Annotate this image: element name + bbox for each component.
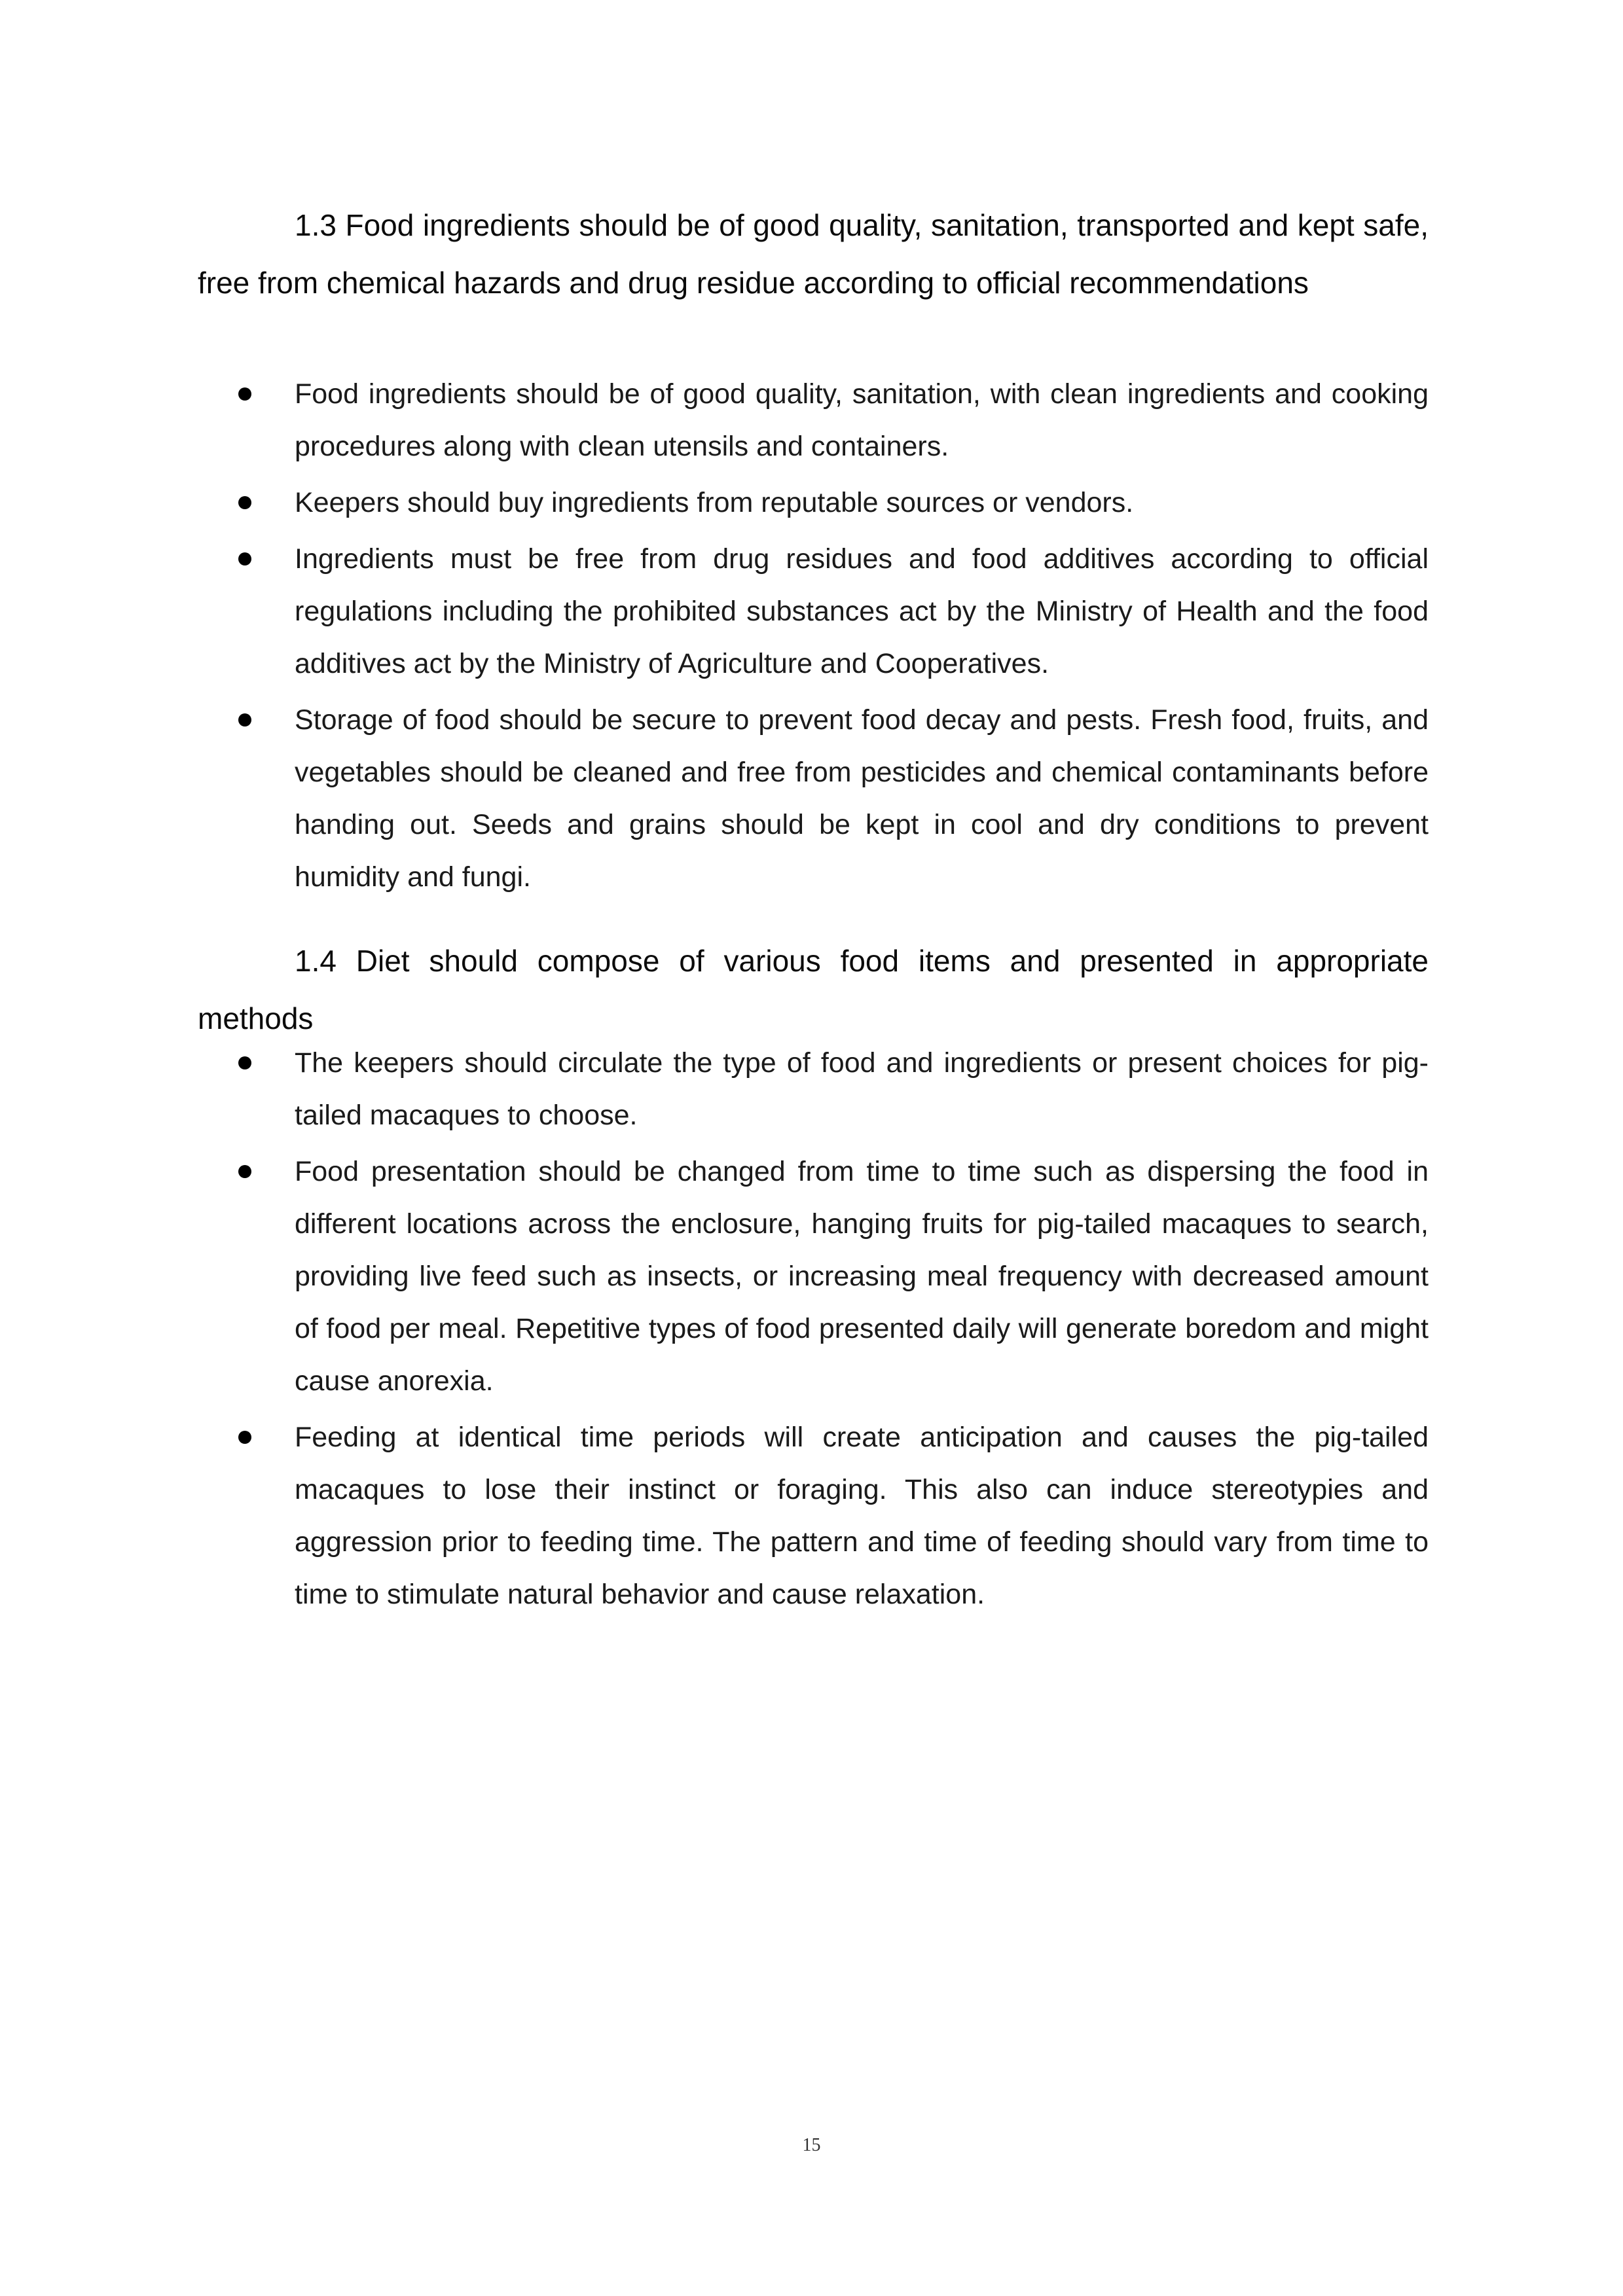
bullet-icon [238, 552, 251, 565]
list-item-text: Feeding at identical time periods will create anticipation and causes the pig-tailed macaques to lose their instinct or foraging. This also can induce stereotypies and aggression prior to feeding time. The pattern and time of feeding should vary from time to time to stimulate natural behavior and cause relaxation. [295, 1422, 1429, 1610]
list-item-text: Storage of food should be secure to prevent food decay and pests. Fresh food, fruits, and vegetables should be cleaned and free from pesticides and chemical contaminants before handing out. Seeds and grains should be kept in cool and dry conditions to prevent humidity and fungi. [295, 704, 1429, 893]
bullet-icon [238, 496, 251, 509]
list-item-text: Keepers should buy ingredients from reputable sources or vendors. [295, 487, 1134, 518]
bullet-icon [238, 1165, 251, 1178]
section-heading-1-4: 1.4 Diet should compose of various food items and presented in appropriate methods [198, 944, 1429, 1035]
page-number: 15 [802, 2135, 821, 2155]
list-item-text: Ingredients must be free from drug residues and food additives according to official regulations including the prohibited substances act by the Ministry of Health and the food additives act by the Ministry of Agriculture and Cooperatives. [295, 543, 1429, 679]
section-heading-1-3: 1.3 Food ingredients should be of good quality, sanitation, transported and kept safe, free from chemical hazards and drug residue according to official recommendations [198, 208, 1429, 300]
bullet-icon [238, 1431, 251, 1444]
list-item-text: Food ingredients should be of good quality, sanitation, with clean ingredients and cooking procedures along with clean utensils and containers. [295, 378, 1429, 462]
bullet-icon [238, 1056, 251, 1069]
bullet-list-1-3 [198, 368, 1429, 907]
list-item [198, 1145, 1429, 1407]
bullet-icon [238, 387, 251, 401]
list-item [198, 476, 1429, 529]
list-item [198, 368, 1429, 473]
bullet-list-1-4 [198, 1037, 1429, 1624]
list-item [198, 694, 1429, 903]
bullet-icon [238, 713, 251, 726]
list-item [198, 1411, 1429, 1621]
list-item [198, 533, 1429, 690]
list-item-text: The keepers should circulate the type of food and ingredients or present choices for pig-tailed macaques to choose. [295, 1047, 1429, 1131]
list-item-text: Food presentation should be changed from time to time such as dispersing the food in different locations across the enclosure, hanging fruits for pig-tailed macaques to search, providing live feed such as insects, or increasing meal frequency with decreased amount of food per meal. Repetitive types of food presented daily will generate boredom and might cause anorexia. [295, 1156, 1429, 1397]
list-item [198, 1037, 1429, 1141]
